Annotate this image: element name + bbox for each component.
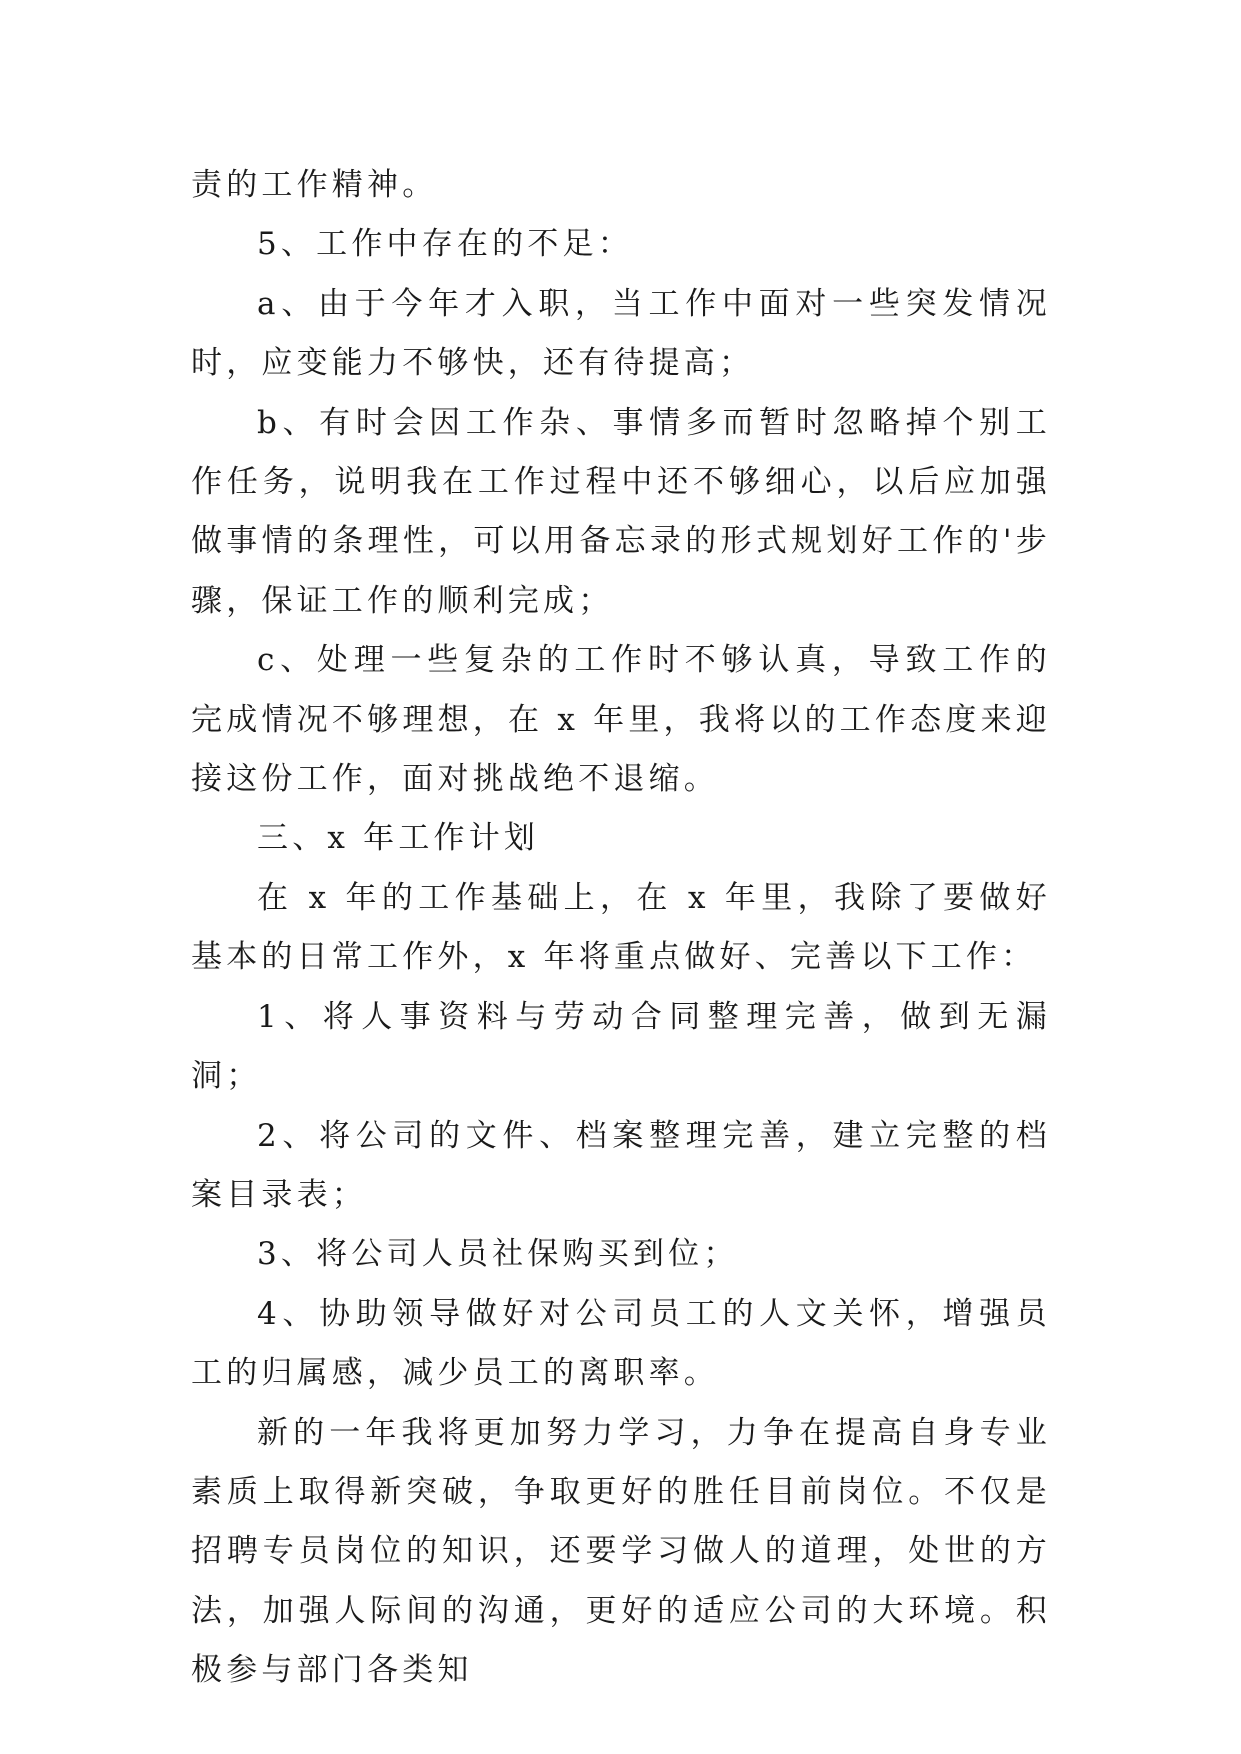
paragraph-plan-intro: 在 x 年的工作基础上，在 x 年里，我除了要做好基本的日常工作外，x 年将重点做好、完善以下工作：: [191, 879, 1051, 976]
heading-work-plan: 三、x 年工作计划: [257, 820, 540, 857]
list-item-3: 3、将公司人员社保购买到位；: [257, 1236, 739, 1273]
list-item-b: b、有时会因工作杂、事情多而暂时忽略掉个别工作任务，说明我在工作过程中还不够细心，以后应加强做事情的条理性，可以用备忘录的形式规划好工作的'步骤，保证工作的顺利完成；: [191, 404, 1051, 619]
list-item-4: 4、协助领导做好对公司员工的人文关怀，增强员工的归属感，减少员工的离职率。: [191, 1295, 1051, 1392]
heading-shortcomings: 5、工作中存在的不足：: [257, 226, 633, 263]
paragraph-new-year: 新的一年我将更加努力学习，力争在提高自身专业素质上取得新突破，争取更好的胜任目前岗位。不仅是招聘专员岗位的知识，还要学习做人的道理，处世的方法，加强人际间的沟通，更好的适应公司的大环境。积极参与部门各类知: [191, 1414, 1051, 1689]
list-item-a: a、由于今年才入职，当工作中面对一些突发情况时，应变能力不够快，还有待提高；: [191, 285, 1051, 382]
list-item-c: c、处理一些复杂的工作时不够认真，导致工作的完成情况不够理想，在 x 年里，我将以的工作态度来迎接这份工作，面对挑战绝不退缩。: [191, 642, 1051, 798]
list-item-1: 1、将人事资料与劳动合同整理完善，做到无漏洞；: [191, 998, 1051, 1095]
list-item-2: 2、将公司的文件、档案整理完善，建立完整的档案目录表；: [191, 1117, 1051, 1213]
document-body: [191, 156, 1051, 1701]
paragraph-work-spirit: 责的工作精神。: [191, 167, 438, 203]
